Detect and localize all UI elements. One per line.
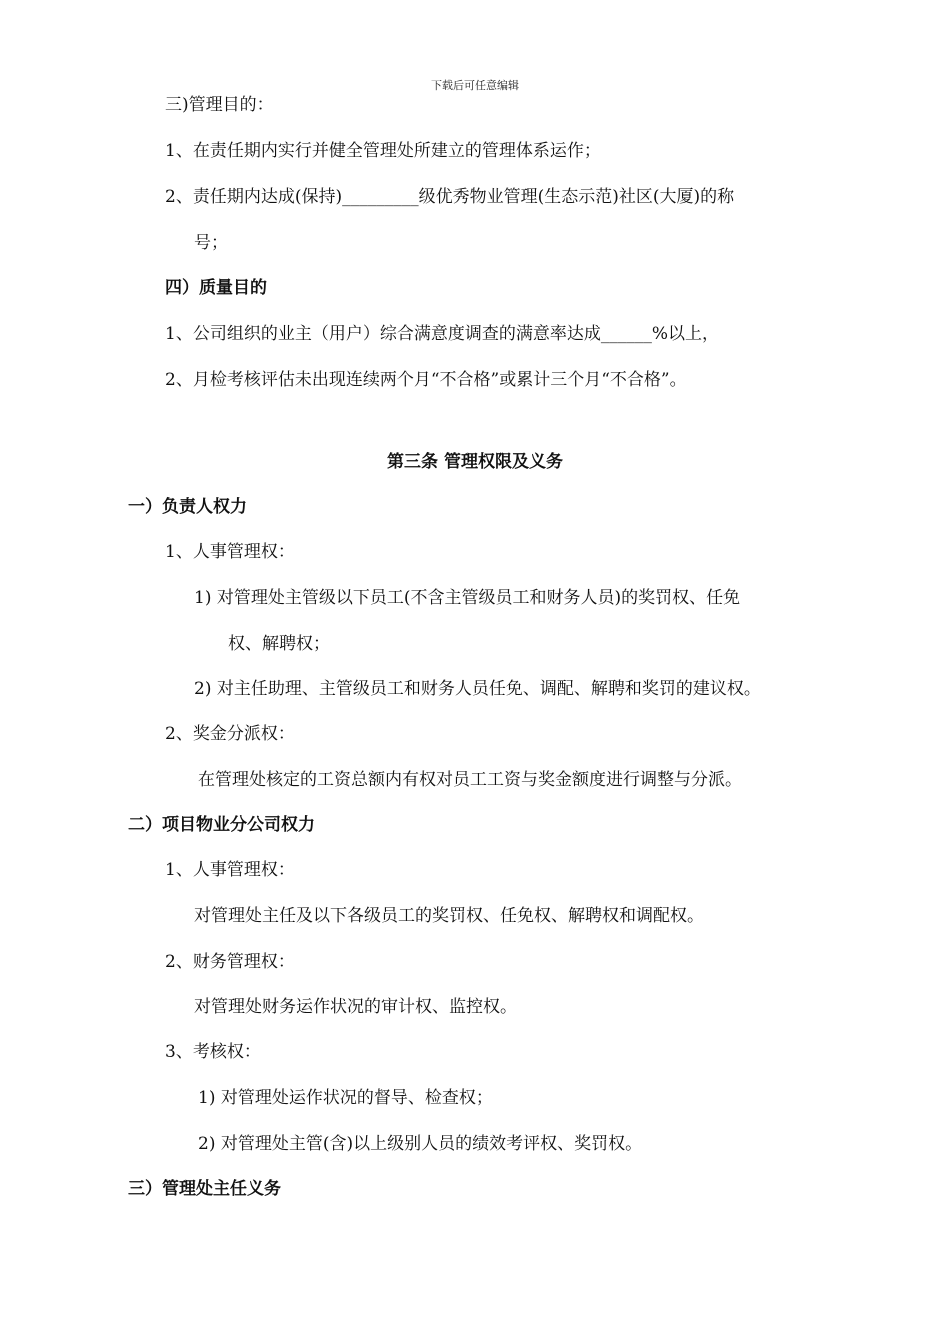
paragraph-item: 1、在责任期内实行并健全管理处所建立的管理体系运作； [165,141,601,161]
section-heading-quality-purpose: 四）质量目的 [165,278,267,298]
paragraph-body: 在管理处核定的工资总额内有权对员工工资与奖金额度进行调整与分派。 [198,770,742,790]
paragraph-continuation: 权、解聘权； [228,634,330,654]
sub-list-item: 2) 对主任助理、主管级员工和财务人员任免、调配、解聘和奖罚的建议权。 [194,679,761,699]
sub-list-item: 2) 对管理处主管(含)以上级别人员的绩效考评权、奖罚权。 [198,1134,643,1154]
page-header-note: 下载后可任意编辑 [431,79,519,92]
paragraph-item: 1、人事管理权： [165,860,295,880]
paragraph-item: 2、月检考核评估未出现连续两个月“不合格”或累计三个月“不合格”。 [165,370,687,390]
paragraph-item: 2、责任期内达成(保持)_________级优秀物业管理(生态示范)社区(大厦)的称 [165,187,735,207]
section-heading-branch-powers: 二）项目物业分公司权力 [128,815,315,835]
sub-list-item: 1) 对管理处运作状况的督导、检查权； [198,1088,493,1108]
paragraph-body: 对管理处主任及以下各级员工的奖罚权、任免权、解聘权和调配权。 [194,906,704,926]
section-heading-management-purpose: 三)管理目的： [165,95,274,115]
paragraph-item: 3、考核权： [165,1042,261,1062]
section-heading-leader-powers: 一）负责人权力 [128,497,247,517]
section-heading-director-duties: 三）管理处主任义务 [128,1179,281,1199]
paragraph-item: 2、奖金分派权： [165,724,295,744]
paragraph-continuation: 号； [194,233,228,253]
paragraph-item: 1、公司组织的业主（用户）综合满意度调查的满意率达成______%以上， [165,324,719,344]
paragraph-item: 1、人事管理权： [165,542,295,562]
paragraph-body: 对管理处财务运作状况的审计权、监控权。 [194,997,517,1017]
sub-list-item: 1) 对管理处主管级以下员工(不含主管级员工和财务人员)的奖罚权、任免 [194,588,741,608]
article-title: 第三条 管理权限及义务 [387,452,563,472]
paragraph-item: 2、财务管理权： [165,952,295,972]
